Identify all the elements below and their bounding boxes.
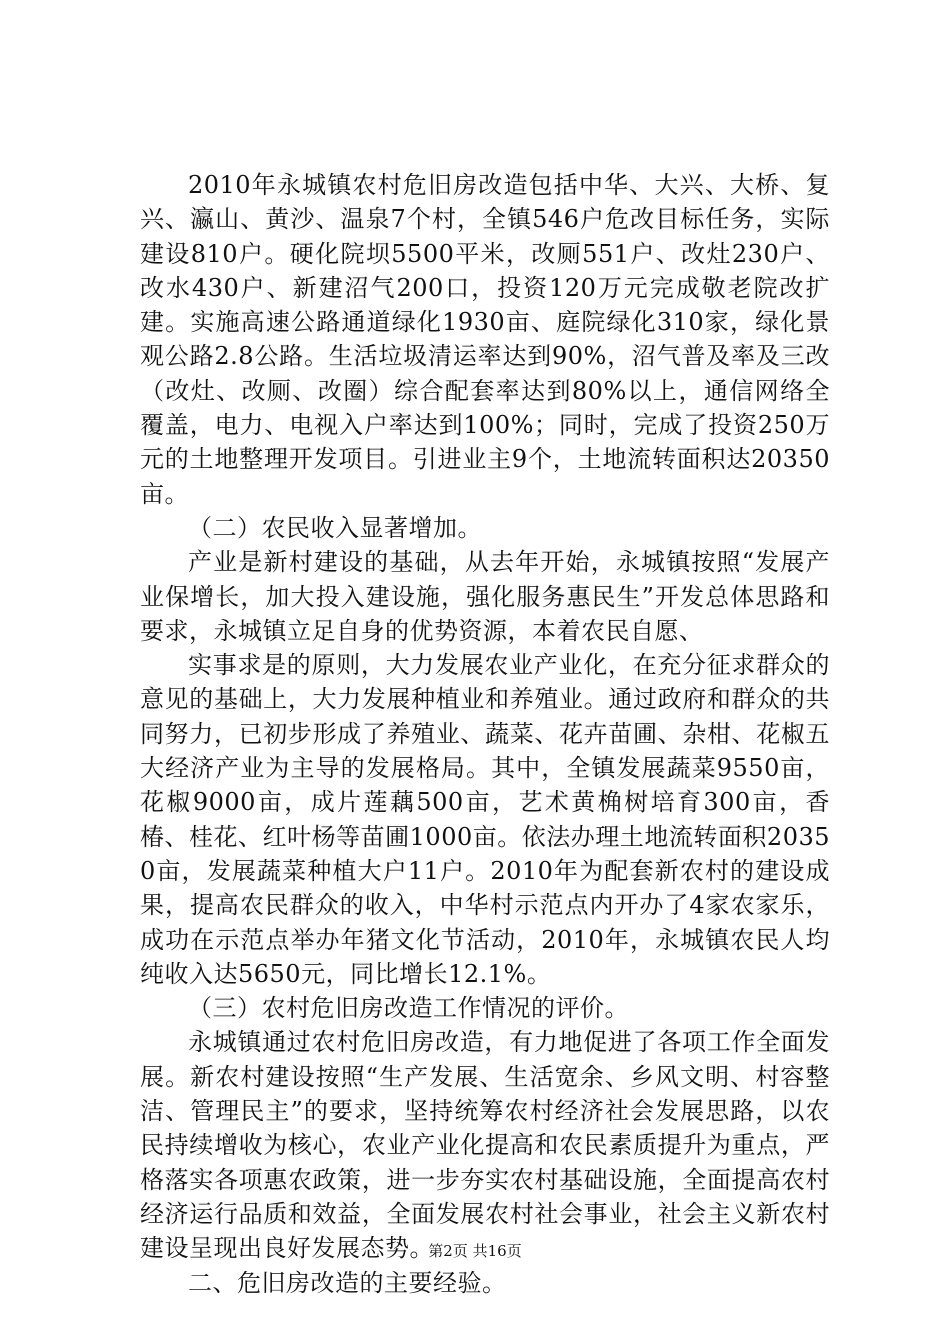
paragraph-village-renovation-summary: 2010年永城镇农村危旧房改造包括中华、大兴、大桥、复兴、瀛山、黄沙、温泉7个村，全镇546户危改目标任务，实际建设810户。硬化院坝5500平米，改厕551户、改灶230户、改水430户、新建沼气200口，投资120万元完成敬老院改扩建。实施高速公路通道绿化1930亩、庭院绿化310家，绿化景观公路2.8公路。生活垃圾清运率达到90%，沼气普及率及三改（改灶、改厕、改圈）综合配套率达到80%以上，通信网络全覆盖，电力、电视入户率达到100%；同时，完成了投资250万元的土地整理开发项目。引进业主9个，土地流转面积达20350亩。 [140,171,830,508]
paragraph-evaluation: 永城镇通过农村危旧房改造，有力地促进了各项工作全面发展。新农村建设按照“生产发展、生活宽余、乡风文明、村容整洁、管理民主”的要求，坚持统筹农村经济社会发展思路，以农民持续增收为核心，农业产业化提高和农民素质提升为重点，严格落实各项惠农政策，进一步夯实农村基础设施，全面提高农村经济运行品质和效益，全面发展农村社会事业，社会主义新农村建设呈现出良好发展态势。 [140,1028,830,1263]
document-body [140,168,830,1300]
section-heading-evaluation: （三）农村危旧房改造工作情况的评价。 [188,994,629,1023]
section-heading-income-increase: （二）农民收入显著增加。 [188,513,482,542]
section-heading-main-experience: 二、危旧房改造的主要经验。 [188,1268,507,1297]
paragraph-industry-foundation: 产业是新村建设的基础，从去年开始，永城镇按照“发展产业保增长，加大投入建设施，强化服务惠民生”开发总体思路和要求，永城镇立足自身的优势资源，本着农民自愿、 [140,548,830,645]
paragraph-industry-development: 实事求是的原则，大力发展农业产业化，在充分征求群众的意见的基础上，大力发展种植业和养殖业。通过政府和群众的共同努力，已初步形成了养殖业、蔬菜、花卉苗圃、杂柑、花椒五大经济产业为主导的发展格局。其中，全镇发展蔬菜9550亩，花椒9000亩，成片莲藕500亩，艺术黄桷树培育300亩，香椿、桂花、红叶杨等苗圃1000亩。依法办理土地流转面积20350亩，发展蔬菜种植大户11户。2010年为配套新农村的建设成果，提高农民群众的收入，中华村示范点内开办了4家农家乐，成功在示范点举办年猪文化节活动，2010年，永城镇农民人均纯收入达5650元，同比增长12.1%。 [140,651,830,988]
page-number-footer: 第2页 共16页 [428,1242,522,1260]
